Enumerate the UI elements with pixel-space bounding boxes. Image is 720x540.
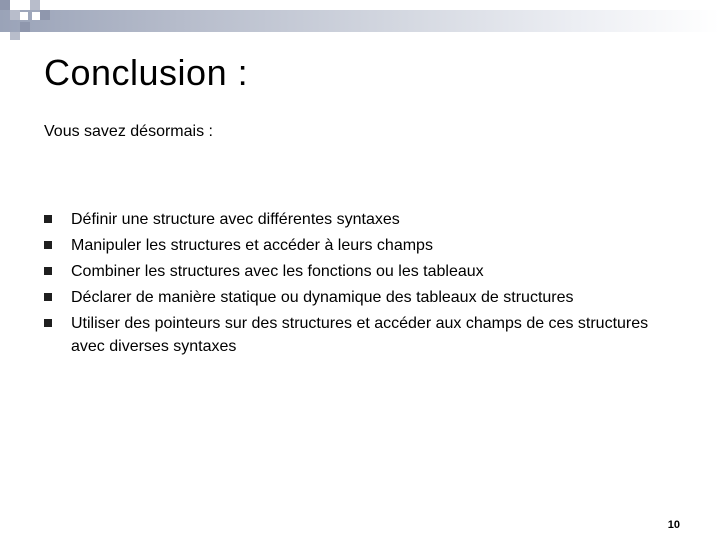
list-item-text: Utiliser des pointeurs sur des structures et accéder aux champs de ces structures avec diverses syntaxes <box>71 315 649 355</box>
square-bullet-icon <box>44 267 52 275</box>
list-item <box>44 312 684 358</box>
list-item <box>44 234 684 257</box>
slide-subtitle: Vous savez désormais : <box>44 123 213 140</box>
header-decoration-square <box>20 22 30 32</box>
page-number: 10 <box>667 519 680 531</box>
list-item-text: Manipuler les structures et accéder à leurs champs <box>71 237 433 254</box>
list-item <box>44 260 684 283</box>
list-item-text: Définir une structure avec différentes syntaxes <box>71 211 400 228</box>
header-decoration-square <box>20 12 28 20</box>
list-item-text: Déclarer de manière statique ou dynamique des tableaux de structures <box>71 289 574 306</box>
header-decoration-square <box>40 10 50 20</box>
list-item <box>44 286 684 309</box>
header-decoration-square <box>10 10 20 20</box>
square-bullet-icon <box>44 241 52 249</box>
header-decoration-square <box>10 32 20 40</box>
square-bullet-icon <box>44 293 52 301</box>
square-bullet-icon <box>44 319 52 327</box>
list-item <box>44 208 684 231</box>
header-decoration-band <box>0 10 720 32</box>
header-decoration-square <box>32 12 40 20</box>
header-decoration-square <box>30 0 40 10</box>
list-item-text: Combiner les structures avec les fonctions ou les tableaux <box>71 263 484 280</box>
square-bullet-icon <box>44 215 52 223</box>
bullet-list <box>44 208 684 364</box>
header-decoration-square <box>0 0 10 10</box>
slide-title: Conclusion : <box>44 52 249 93</box>
